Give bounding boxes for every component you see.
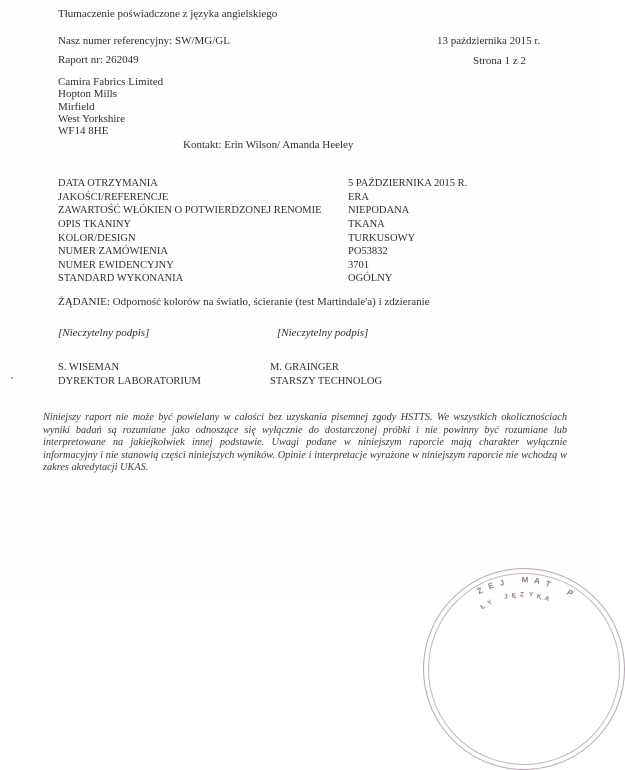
table-row [58,218,578,232]
row-label: ZAWARTOŚĆ WŁÓKIEN O POTWIERDZONEJ RENOMIE [58,205,322,217]
details-table [58,177,578,286]
recipient-line: Hopton Mills [58,88,117,101]
row-value: PO53832 [348,246,388,258]
signer-name-left: S. WISEMAN [58,362,120,373]
table-row [58,272,578,286]
certification-note: Tłumaczenie poświadczone z języka angielskiego [58,8,278,20]
row-label: STANDARD WYKONANIA [58,273,184,285]
table-row [58,191,578,205]
signer-title-left: DYREKTOR LABORATORIUM [58,376,201,387]
disclaimer-paragraph: Niniejszy raport nie może być powielany w całości bez uzyskania pisemnej zgody HSTTS. We wszystkich okolicznościach wyniki badań są rozumiane jako odnoszące się wyłącznie do dostarczonej próbki i nie powinny być rozumiane lub interpretowane na jakiejkolwiek innej podstawie. Uwagi podane w niniejszym raporcie mają charakter wyłącznie informacyjny i nie stanowią części niniejszych wyników. Opinie i interpretacje wyrażone w niniejszym raporcie nie wchodzą w zakres akredytacji UKAS. [43,412,567,473]
row-value: OGÓLNY [348,273,393,285]
table-row [58,177,578,191]
row-label: DATA OTRZYMANIA [58,178,158,189]
document-page: Tłumaczenie poświadczone z języka angielskiego Nasz numer referencyjny: SW/MG/GL 13 października 2015 r. Raport nr: 262049 Strona 1 z 2 Camira Fabrics Limited Hopton Mills Mirfield West Yorkshire WF14 8HE Kontakt: Erin Wilson/ Amanda Heeley DATA OTRZYMANIA 5 PAŹDZIERNIKA 2015 R. JAKOŚCI/REFERENCJE ERA ZAWARTOŚĆ WŁÓKIEN O POTWIERDZONEJ RENOMIE NIEPODANA OPIS TKANINY TKANA KOLOR/DESIGN TURKUSOWY NUMER ZAMÓWIENIA PO53832 NUMER EWIDENCYJNY 3701 STANDARD WYKONANIA OGÓLNY ŻĄDANIE: Odporność kolorów na światło, ścieranie (test Martindale'a) i zdzieranie [Nieczytelny podpis] [Nieczytelny podpis] S. WISEMAN M. GRAINGER DYREKTOR LABORATORIUM STARSZY TECHNOLOG Niniejszy raport nie może być powielany w całości bez uzyskania pisemnej zgody HSTTS. We wszystkich okolicznościach wyniki badań są rozumiane jako odnoszące się wyłącznie do dostarczonej próbki i nie powinny być rozumiane lub interpretowane na jakiejkolwiek innej podstawie. Uwagi podane w niniejszym raporcie mają charakter wyłącznie informacyjny i nie stanowią części niniejszych wyników. Opinie i interpretacje wyrażone w niniejszym raporcie nie wchodzą w zakres akredytacji UKAS. Ż E J M A T P Ł Y J Ę Z Y K A [0,0,600,600]
reference-number: Nasz numer referencyjny: SW/MG/GL [58,35,230,47]
row-value: ERA [348,191,369,203]
signer-name-right: M. GRAINGER [270,362,339,373]
row-label: NUMER ZAMÓWIENIA [58,246,168,258]
table-row [58,259,578,273]
report-number: Raport nr: 262049 [58,54,139,66]
signature-note-left: [Nieczytelny podpis] [58,327,150,339]
scan-artifact-dot [11,377,13,379]
row-label: NUMER EWIDENCYJNY [58,259,174,271]
table-row [58,204,578,218]
signature-note-right: [Nieczytelny podpis] [277,327,369,339]
row-label: OPIS TKANINY [58,218,132,230]
recipient-address [58,76,163,137]
row-value: 5 PAŹDZIERNIKA 2015 R. [348,178,468,189]
row-value: TKANA [348,218,385,230]
request-line: ŻĄDANIE: Odporność kolorów na światło, ścieranie (test Martindale'a) i zdzieranie [58,296,430,308]
row-label: JAKOŚCI/REFERENCJE [58,191,169,203]
recipient-postcode: WF14 8HE [58,125,109,138]
stamp-inner-ring [428,573,620,765]
row-value: TURKUSOWY [348,232,416,244]
document-date: 13 października 2015 r. [437,35,541,47]
signer-title-right: STARSZY TECHNOLOG [270,376,383,387]
row-label: KOLOR/DESIGN [58,232,136,244]
recipient-line: West Yorkshire [58,112,125,125]
table-row [58,245,578,259]
table-row [58,232,578,246]
page-indicator: Strona 1 z 2 [473,55,526,67]
recipient-line: Mirfield [58,100,95,113]
recipient-name: Camira Fabrics Limited [58,76,164,88]
row-value: NIEPODANA [348,205,410,217]
contact-line: Kontakt: Erin Wilson/ Amanda Heeley [183,139,354,151]
row-value: 3701 [348,259,369,271]
